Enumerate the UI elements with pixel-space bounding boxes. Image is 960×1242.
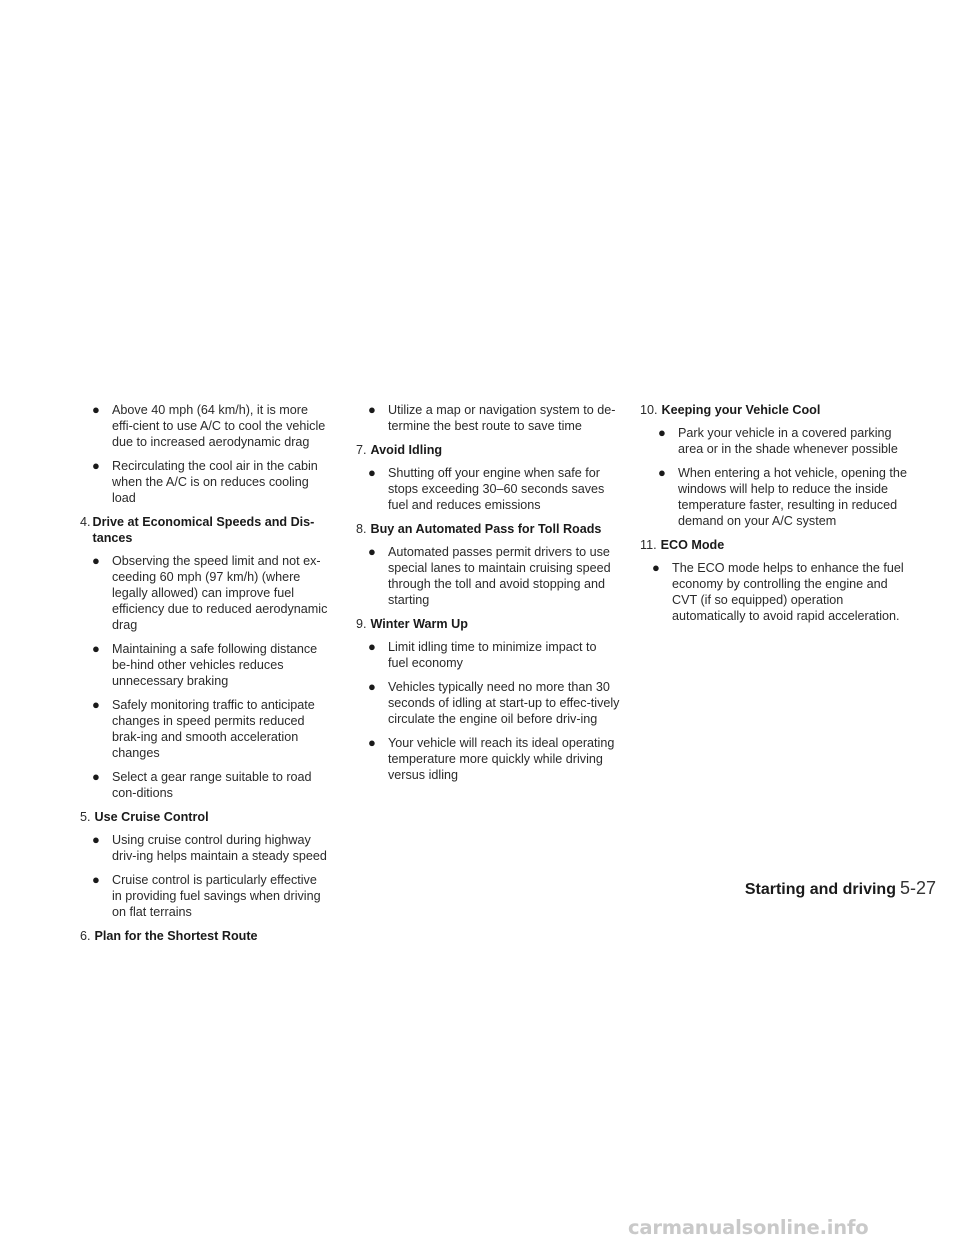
- list-item: ● Maintaining a safe following distance be-hind other vehicles reduces unnecessary braking: [92, 641, 318, 688]
- bullet-icon: ●: [92, 832, 100, 847]
- list-item: ● Safely monitoring traffic to anticipate changes in speed permits reduced brak-ing and smooth acceleration changes: [92, 697, 315, 760]
- list-item: ● Vehicles typically need no more than 30 seconds of idling at start-up to effec-tively circulate the engine oil before driv-ing: [368, 679, 620, 726]
- bullet-icon: ●: [92, 697, 100, 712]
- watermark: carmanualsonline.info: [628, 1216, 869, 1239]
- bullet-icon: ●: [658, 425, 666, 440]
- list-item: ● Automated passes permit drivers to use special lanes to maintain cruising speed through the toll and avoid stopping and starting: [368, 544, 611, 607]
- list-item: ● Using cruise control during highway driv-ing helps maintain a steady speed: [92, 832, 327, 863]
- bullet-icon: ●: [92, 553, 100, 568]
- page-footer: [722, 878, 936, 899]
- section-heading-4: 4. Drive at Economical Speeds and Dis-tances: [80, 515, 315, 545]
- bullet-icon: ●: [658, 465, 666, 480]
- list-item: ● Utilize a map or navigation system to de-termine the best route to save time: [368, 402, 616, 433]
- bullet-icon: ●: [368, 544, 376, 559]
- bullet-icon: ●: [368, 735, 376, 750]
- section-heading-9: 9. Winter Warm Up: [356, 617, 468, 631]
- section-heading-6: 6. Plan for the Shortest Route: [80, 929, 258, 943]
- section-name: Starting and driving: [744, 881, 896, 898]
- page-number: 5-27: [899, 878, 936, 898]
- list-item: ● Observing the speed limit and not ex-ceeding 60 mph (97 km/h) (where legally allowed) can improve fuel efficiency due to reduced aerodynamic drag: [92, 553, 328, 632]
- bullet-icon: ●: [92, 872, 100, 887]
- section-heading-11: 11. ECO Mode: [640, 538, 725, 552]
- column-1: [80, 402, 328, 951]
- list-item: ● Above 40 mph (64 km/h), it is more effi-cient to use A/C to cool the vehicle due to increased aerodynamic drag: [92, 402, 326, 449]
- section-heading-10: 10. Keeping your Vehicle Cool: [640, 403, 821, 417]
- bullet-icon: ●: [368, 639, 376, 654]
- list-item: ● Recirculating the cool air in the cabin when the A/C is on reduces cooling load: [92, 458, 318, 505]
- section-heading-8: 8. Buy an Automated Pass for Toll Roads: [356, 522, 602, 536]
- column-2: [356, 402, 620, 791]
- bullet-icon: ●: [92, 458, 100, 473]
- bullet-icon: ●: [92, 402, 100, 417]
- bullet-icon: ●: [368, 679, 376, 694]
- list-item: ● Park your vehicle in a covered parking area or in the shade whenever possible: [658, 425, 898, 456]
- list-item: ● Select a gear range suitable to road con-ditions: [92, 769, 312, 800]
- section-heading-7: 7. Avoid Idling: [356, 443, 443, 457]
- list-item: ● Cruise control is particularly effective in providing fuel savings when driving on flat terrains: [92, 872, 321, 919]
- list-item: ● Your vehicle will reach its ideal operating temperature more quickly while driving versus idling: [368, 735, 615, 782]
- section-heading-5: 5. Use Cruise Control: [80, 810, 209, 824]
- list-item: ● Shutting off your engine when safe for stops exceeding 30–60 seconds saves fuel and reduces emissions: [368, 465, 605, 512]
- bullet-icon: ●: [92, 769, 100, 784]
- column-3: [640, 402, 916, 632]
- bullet-icon: ●: [92, 641, 100, 656]
- bullet-icon: ●: [368, 465, 376, 480]
- bullet-icon: ●: [652, 560, 660, 575]
- bullet-icon: ●: [368, 402, 376, 417]
- list-item: ● Limit idling time to minimize impact to fuel economy: [368, 639, 597, 670]
- list-item: ● When entering a hot vehicle, opening the windows will help to reduce the inside temperature faster, resulting in reduced demand on your A/C system: [658, 465, 907, 528]
- list-item: ● The ECO mode helps to enhance the fuel economy by controlling the engine and CVT (if so equipped) operation automatically to avoid rapid acceleration.: [652, 560, 904, 623]
